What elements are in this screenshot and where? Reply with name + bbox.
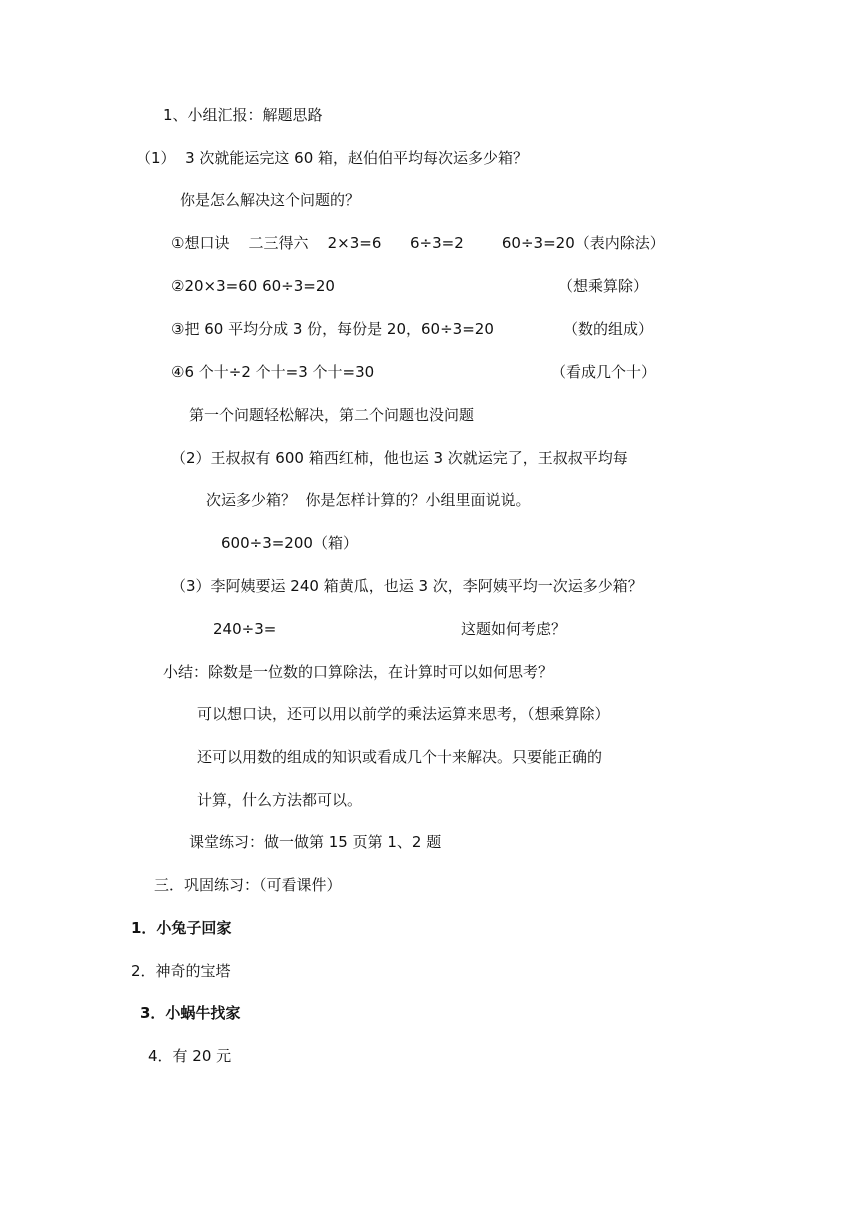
method-3: ③把 60 平均分成 3 份，每份是 20，60÷3=20 [171,320,494,338]
summary: 小结：除数是一位数的口算除法，在计算时可以如何思考？ [163,663,554,681]
question-1: （1） 3 次就能运完这 60 箱，赵伯伯平均每次运多少箱？ [136,149,529,167]
summary-line-3: 计算，什么方法都可以。 [197,791,363,809]
question-3-prompt: 这题如何考虑？ [461,620,567,638]
question-3: （3）李阿姨要运 240 箱黄瓜，也运 3 次，李阿姨平均一次运多少箱？ [171,577,643,595]
summary-line-2: 还可以用数的组成的知识或看成几个十来解决。只要能正确的 [197,748,603,766]
method-4: ④6 个十÷2 个十=3 个十=30 [171,363,375,381]
section-heading-group-report: 1、小组汇报：解题思路 [163,106,323,124]
method-4-note: （看成几个十） [551,363,657,381]
method-1: ①想口诀 二三得六 2×3=6 6÷3=2 60÷3=20（表内除法） [171,234,665,252]
exercise-item-1: 1．小兔子回家 [131,919,232,937]
method-3-note: （数的组成） [563,320,654,338]
class-exercise: 课堂练习：做一做第 15 页第 1、2 题 [189,833,442,851]
transition-text: 第一个问题轻松解决，第二个问题也没问题 [189,406,475,424]
question-2-continued: 次运多少箱？ 你是怎样计算的？小组里面说说。 [206,491,531,509]
question-2: （2）王叔叔有 600 箱西红柿，他也运 3 次就运完了，王叔叔平均每 [171,449,628,467]
question-1-prompt: 你是怎么解决这个问题的？ [180,191,361,209]
exercise-item-4: 4．有 20 元 [148,1047,232,1065]
question-2-answer: 600÷3=200（箱） [221,534,358,552]
method-2-note: （想乘算除） [558,277,649,295]
exercise-item-3: 3．小蜗牛找家 [140,1004,241,1022]
summary-line-1: 可以想口诀，还可以用以前学的乘法运算来思考，（想乘算除） [197,705,610,723]
method-2: ②20×3=60 60÷3=20 [171,277,335,295]
section-heading-consolidation: 三．巩固练习：（可看课件） [154,876,342,894]
exercise-item-2: 2．神奇的宝塔 [131,962,231,980]
question-3-equation: 240÷3= [213,620,277,638]
